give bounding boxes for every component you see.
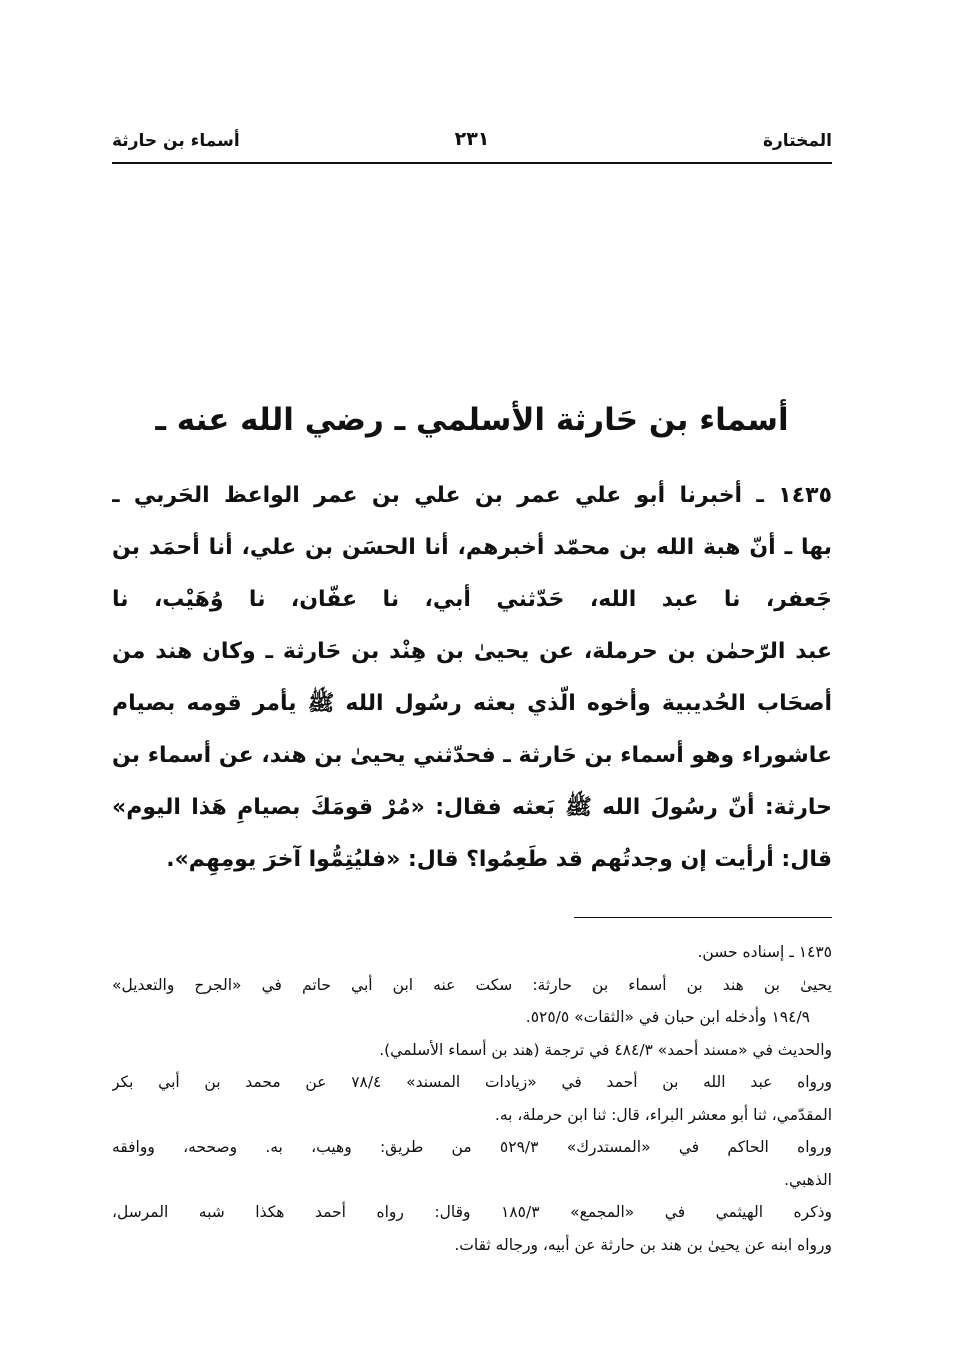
hadith-line: حارثة: أنّ رسُولَ الله ﷺ بَعثه فقال: «مُرْ قومَكَ بصيامِ هَذا اليوم»	[112, 795, 832, 820]
hadith-line: بها ـ أنّ هبة الله بن محمّد أخبرهم، أنا الحسَن بن علي، أنا أحمَد بن	[112, 535, 832, 560]
footnote-line: والحديث في «مسند أحمد» ٤٨٤/٣ في ترجمة (هند بن أسماء الأسلمي).	[379, 1040, 832, 1059]
hadith-text	[112, 470, 832, 886]
book-title: المختارة	[762, 131, 832, 151]
footnote-line: وذكره الهيثمي في «المجمع» ١٨٥/٣ وقال: رواه أحمد هكذا شبه المرسل،	[112, 1203, 832, 1221]
footnote-line: ١٤٣٥ ـ إسناده حسن.	[697, 943, 832, 961]
footnote-line: ورواه عبد الله بن أحمد في «زيادات المسند» ٧٨/٤ عن محمد بن أبي بكر	[112, 1073, 832, 1091]
hadith-line: عاشوراء وهو أسماء بن حَارثة ـ فحدّثني يحيىٰ بن هند، عن أسماء بن	[112, 743, 832, 768]
footnote-line: يحيىٰ بن هند بن أسماء بن حارثة: سكت عنه ابن أبي حاتم في «الجرح والتعديل»	[112, 975, 832, 994]
running-header	[112, 128, 832, 158]
hadith-line: ١٤٣٥ ـ أخبرنا أبو علي عمر بن علي بن عمر الواعظ الحَربي ـ	[112, 483, 832, 508]
page-number: ٢٣١	[454, 128, 490, 150]
chapter-name: أسماء بن حارثة	[112, 131, 240, 151]
footnote-separator	[574, 917, 832, 918]
hadith-line: جَعفر، نا عبد الله، حَدّثني أبي، نا عفّان، نا وُهَيْب، نا	[112, 587, 832, 612]
chapter-title: أسماء بن حَارثة الأسلمي ـ رضي الله عنه ـ	[155, 402, 789, 438]
footnote-line: ورواه ابنه عن يحيىٰ بن هند بن حارثة عن أبيه، ورجاله ثقات.	[454, 1235, 832, 1254]
hadith-line: أصحَاب الحُديبية وأخوه الّذي بعثه رسُول الله ﷺ يأمر قومه بصيام	[112, 691, 832, 716]
hadith-line: قال: أرأيت إن وجدتُهم قد طَعِمُوا؟ قال: «فليُتِمُّوا آخرَ يومِهِم».	[166, 847, 832, 872]
footnote-line: الذهبي.	[784, 1170, 832, 1189]
footnote-line: ورواه الحاكم في «المستدرك» ٥٢٩/٣ من طريق: وهيب، به. وصححه، ووافقه	[112, 1138, 832, 1156]
footnotes	[112, 936, 832, 1261]
header-rule	[112, 162, 832, 164]
footnote-line: المقدّمي، ثنا أبو معشر البراء، قال: ثنا ابن حرملة، به.	[494, 1105, 832, 1124]
hadith-line: عبد الرّحمٰن بن حرملة، عن يحيىٰ بن هِنْد بن حَارثة ـ وكان هند من	[112, 639, 832, 664]
footnote-line: ١٩٤/٩ وأدخله ابن حبان في «الثقات» ٥٢٥/٥.	[525, 1008, 810, 1026]
